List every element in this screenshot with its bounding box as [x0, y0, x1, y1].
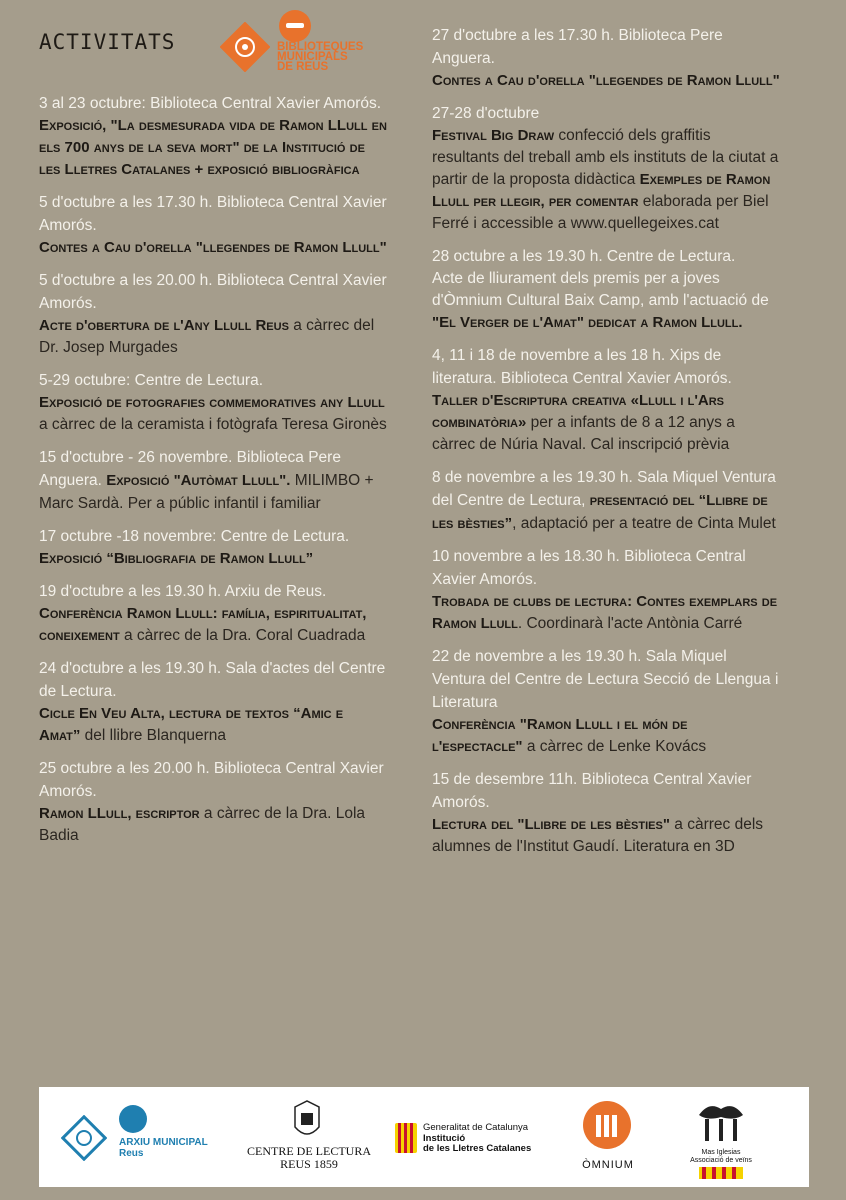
- event-description: [39, 392, 387, 436]
- event-date-place: 5 d'octubre a les 17.30 h. Biblioteca Central Xavier Amorós.: [39, 194, 387, 234]
- event-item: [39, 92, 387, 181]
- event-item: [39, 757, 387, 847]
- mas-iglesias-text: Mas Iglesias Associació de veïns: [690, 1149, 752, 1164]
- event-description: [39, 803, 387, 847]
- event-date-place: 28 octubre a les 19.30 h. Centre de Lectura.: [432, 248, 736, 265]
- event-title: Trobada de clubs de lectura: Contes exemplars de Ramon Llull: [432, 593, 778, 632]
- event-item: [39, 269, 387, 359]
- event-description: [432, 125, 780, 235]
- event-detail: a càrrec dels alumnes de l'Institut Gaudí. Literatura en 3D: [432, 816, 764, 855]
- event-title: Contes a Cau d'orella "llegendes de Ramon Llull": [432, 72, 780, 89]
- rose-logo-icon: [220, 22, 270, 72]
- generalitat-text: Generalitat de Catalunya Institució de les Lletres Catalanes: [423, 1122, 532, 1154]
- event-title: "El Verger de l'Amat" dedicat a Ramon Llull.: [432, 314, 743, 331]
- event-detail: . Coordinarà l'acte Antònia Carré: [517, 615, 743, 632]
- event-item: [39, 369, 387, 436]
- right-column: [432, 24, 780, 868]
- event-title-secondary: Exemples de Ramon Llull per llegir, per comentar: [432, 171, 771, 210]
- event-item: [432, 24, 780, 92]
- event-title: Festival Big Draw: [432, 127, 555, 144]
- event-description: [39, 703, 387, 747]
- event-detail: a càrrec de Lenke Kovács: [522, 738, 707, 755]
- bibliotheques-logo-icon: [279, 10, 311, 42]
- event-title: Conferència "Ramon Llull i el món de l'espectacle": [432, 716, 688, 755]
- event-date-place: 27-28 d'octubre: [432, 105, 540, 122]
- event-title: Exposició "Autòmat Llull".: [106, 472, 291, 489]
- event-item: [39, 657, 387, 747]
- left-column: [39, 0, 387, 857]
- footer-sponsors: [39, 1087, 809, 1187]
- event-date-place: 27 d'octubre a les 17.30 h. Biblioteca Pere Anguera.: [432, 27, 723, 67]
- left-event-list: [39, 92, 387, 847]
- arxiu-logo-icon: [119, 1105, 147, 1133]
- generalitat-flag-icon: [395, 1123, 417, 1153]
- event-description: [432, 814, 780, 858]
- event-title: Exposició de fotografies commemoratives any Llull: [39, 394, 385, 411]
- event-date-place: 19 d'octubre a les 19.30 h. Arxiu de Reus.: [39, 583, 327, 600]
- event-date-place: 15 d'octubre - 26 novembre. Biblioteca Pere Anguera.: [39, 449, 341, 489]
- mas-iglesias-logo-icon: [695, 1099, 747, 1147]
- event-detail: MILIMBO + Marc Sardà. Per a públic infantil i familiar: [39, 472, 374, 512]
- event-title: Conferència Ramon Llull: família, espiritualitat, coneixement: [39, 605, 367, 644]
- event-item: [432, 245, 780, 334]
- event-item: [39, 525, 387, 570]
- centre-lectura-text: CENTRE DE LECTURA REUS 1859: [247, 1144, 371, 1171]
- arxiu-rose-icon: [61, 1115, 107, 1161]
- event-title: Taller d'Escriptura creativa «Llull i l'Ars combinatòria»: [432, 392, 725, 431]
- event-item: [39, 191, 387, 259]
- page-title: ACTIVITATS: [39, 30, 176, 54]
- event-description: [432, 390, 780, 456]
- event-description: [39, 315, 387, 359]
- centre-lectura-shield-icon: [293, 1099, 321, 1143]
- event-item: [432, 545, 780, 635]
- event-description: [39, 237, 387, 259]
- event-title: Contes a Cau d'orella "llegendes de Ramon Llull": [39, 239, 387, 256]
- right-event-list: [432, 24, 780, 858]
- event-detail: per a infants de 8 a 12 anys a càrrec de Núria Naval. Cal inscripció prèvia: [432, 414, 735, 453]
- event-detail: a càrrec del Dr. Josep Murgades: [39, 317, 375, 356]
- event-detail: a càrrec de la Dra. Lola Badia: [39, 805, 366, 844]
- event-title: Exposició “Bibliografia de Ramon Llull”: [39, 550, 314, 567]
- event-detail: a càrrec de la Dra. Coral Cuadrada: [119, 627, 366, 644]
- omnium-text: ÒMNIUM: [582, 1159, 634, 1171]
- event-date-place: 22 de novembre a les 19.30 h. Sala Miquel Ventura del Centre de Lectura Secció de Llengua i Literatura: [432, 648, 779, 711]
- event-title: Cicle En Veu Alta, lectura de textos “Amic e Amat”: [39, 705, 344, 744]
- event-date-place: 3 al 23 octubre: Biblioteca Central Xavier Amorós.: [39, 95, 382, 112]
- event-description: [39, 115, 387, 181]
- event-date-place: 25 octubre a les 20.00 h. Biblioteca Central Xavier Amorós.: [39, 760, 384, 800]
- event-description: [432, 70, 780, 92]
- event-detail-secondary: elaborada per Biel Ferré i accessible a www.quellegeixes.cat: [432, 193, 769, 232]
- event-date-place: 24 d'octubre a les 19.30 h. Sala d'actes del Centre de Lectura.: [39, 660, 386, 700]
- event-item: [432, 645, 780, 758]
- arxiu-logo-text: ARXIU MUNICIPAL Reus: [119, 1137, 208, 1159]
- event-item: [432, 768, 780, 858]
- event-date-place: 5 d'octubre a les 20.00 h. Biblioteca Central Xavier Amorós.: [39, 272, 387, 312]
- event-item: [432, 102, 780, 235]
- event-date-place: 8 de novembre a les 19.30 h. Sala Miquel Ventura del Centre de Lectura,: [432, 469, 776, 509]
- event-title: Ramon LLull, escriptor: [39, 805, 200, 822]
- event-detail: del llibre Blanquerna: [80, 727, 226, 744]
- omnium-logo-icon: [583, 1101, 631, 1149]
- event-description: [432, 268, 780, 334]
- event-description: [432, 591, 780, 635]
- bibliotheques-logo-text: BIBLIOTEQUES MUNICIPALS DE REUS: [277, 41, 364, 73]
- event-title: Lectura del "Llibre de les bèsties": [432, 816, 670, 833]
- event-title: presentació del “Llibre de les bèsties”: [432, 492, 768, 532]
- event-item: [39, 446, 387, 515]
- event-date-place: 4, 11 i 18 de novembre a les 18 h. Xips de literatura. Biblioteca Central Xavier Amorós.: [432, 347, 732, 387]
- event-date-place: 15 de desembre 11h. Biblioteca Central Xavier Amorós.: [432, 771, 752, 811]
- event-detail: , adaptació per a teatre de Cinta Mulet: [512, 515, 776, 532]
- event-date-place: 17 octubre -18 novembre: Centre de Lectura.: [39, 528, 350, 545]
- event-description: [39, 603, 387, 647]
- event-item: [39, 580, 387, 647]
- header: [39, 0, 387, 92]
- event-date-place: 10 novembre a les 18.30 h. Biblioteca Central Xavier Amorós.: [432, 548, 746, 588]
- event-detail: confecció dels graffitis resultants del treball amb els instituts de la ciutat a partir de la proposta didàctica: [432, 127, 779, 188]
- event-description: [432, 714, 780, 758]
- mas-iglesias-stripes-icon: [699, 1167, 743, 1179]
- event-description: [39, 548, 387, 570]
- event-item: [432, 344, 780, 456]
- event-date-place: 5-29 octubre: Centre de Lectura.: [39, 372, 264, 389]
- event-item: [432, 466, 780, 535]
- event-pre-text: Acte de lliurament dels premis per a joves d'Òmnium Cultural Baix Camp, amb l'actuació de: [432, 270, 769, 309]
- event-title: Acte d'obertura de l'Any Llull Reus: [39, 317, 289, 334]
- event-detail: a càrrec de la ceramista i fotògrafa Teresa Gironès: [39, 416, 387, 433]
- event-title: Exposició, "La desmesurada vida de Ramon LLull en els 700 anys de la seva mort" de la Institució de les Lletres Catalanes + exposició bibliogràfica: [39, 117, 387, 178]
